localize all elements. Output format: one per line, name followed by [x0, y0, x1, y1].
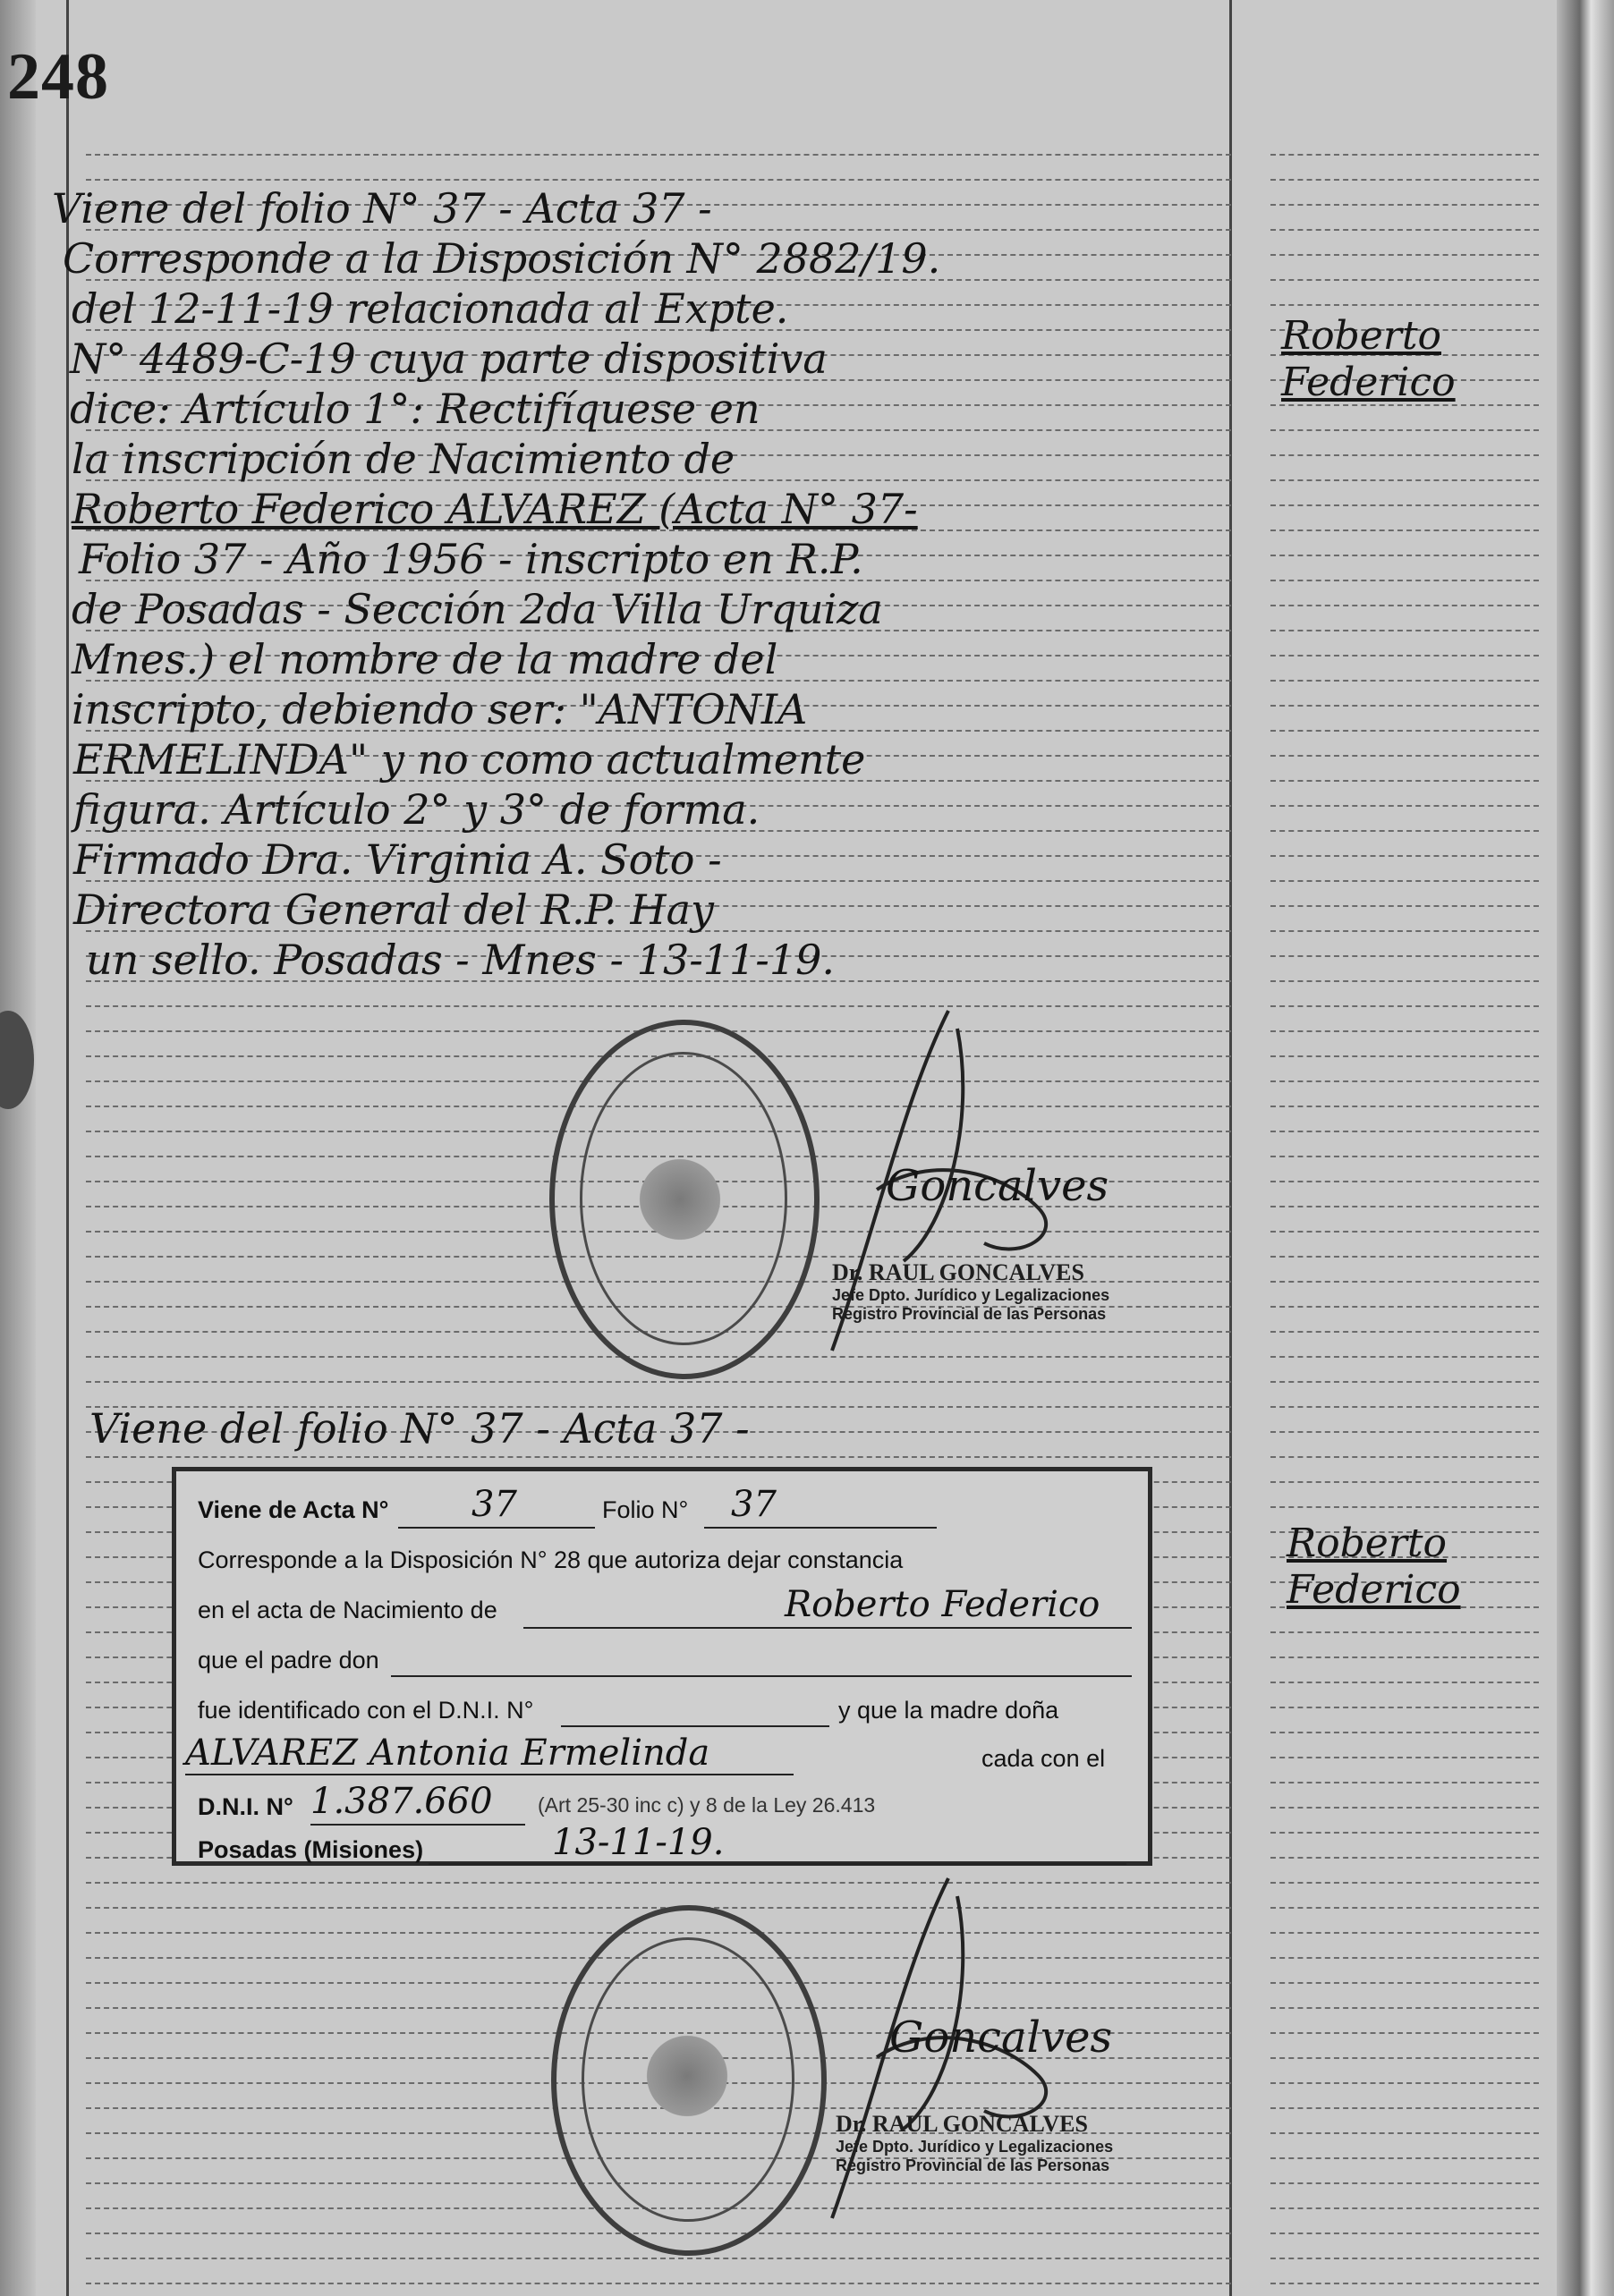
entry2-margin-name	[1287, 1521, 1461, 1614]
ruled-line	[1270, 2207, 1539, 2211]
ruled-line	[1270, 2182, 1539, 2186]
signer-office: Registro Provincial de las Personas	[836, 2156, 1110, 2174]
ruled-line	[1270, 605, 1539, 608]
ruled-line	[1270, 1381, 1539, 1385]
entry1-line: la inscripción de Nacimiento de	[72, 435, 735, 483]
form-legal-reference: (Art 25-30 inc c) y 8 de la Ley 26.413	[538, 1793, 876, 1817]
entry1-line: dice: Artículo 1°: Rectifíquese en	[70, 385, 760, 433]
ruled-line	[1270, 1732, 1539, 1735]
form-row-disposicion: Corresponde a la Disposición N° 28 que autoriza dejar constancia	[198, 1546, 904, 1573]
entry1-line: N° 4489-C-19 cuya parte dispositiva	[70, 335, 828, 383]
ruled-line	[1270, 755, 1539, 758]
form-underline	[398, 1527, 595, 1529]
ruled-line	[1270, 1306, 1539, 1309]
form-label-dni-madre: D.N.I. N°	[198, 1793, 293, 1820]
ruled-line	[1270, 1131, 1539, 1134]
form-label: Viene de Acta N°	[198, 1496, 389, 1523]
ruled-line	[86, 154, 1231, 157]
ruled-line	[1270, 2082, 1539, 2086]
form-underline	[561, 1725, 829, 1727]
coat-of-arms-emblem	[635, 1150, 725, 1249]
ruled-line	[1270, 1957, 1539, 1961]
ruled-line	[1270, 1106, 1539, 1109]
margin-second-name: Federico	[1287, 1567, 1461, 1613]
entry1-line: Mnes.) el nombre de la madre del	[72, 635, 778, 683]
ruled-line	[1270, 530, 1539, 533]
ruled-line	[1270, 780, 1539, 784]
ruled-line	[1270, 229, 1539, 233]
ruled-line	[1270, 1631, 1539, 1635]
entry1-margin-name	[1281, 313, 1456, 406]
ruled-line	[1270, 2232, 1539, 2236]
ruled-line	[1270, 2258, 1539, 2261]
ruled-line	[1270, 2057, 1539, 2061]
ruled-line	[1270, 1807, 1539, 1810]
margin-first-name: Roberto	[1287, 1521, 1448, 1566]
ruled-line	[1270, 1055, 1539, 1059]
form-label-padre: que el padre don	[198, 1647, 379, 1673]
form-underline	[185, 1774, 794, 1775]
ruled-line	[1270, 1231, 1539, 1234]
ruled-line	[1270, 2132, 1539, 2136]
signer-name: Dr. RAUL GONCALVES	[836, 2111, 1088, 2137]
ruled-line	[1270, 429, 1539, 433]
ruled-line	[1270, 1030, 1539, 1034]
page-number: 248	[7, 40, 109, 114]
entry1-line: Viene del folio N° 37 - Acta 37 -	[52, 184, 712, 233]
ruled-line	[1270, 1506, 1539, 1510]
ruled-line	[86, 1381, 1231, 1385]
form-underline	[391, 1675, 1132, 1677]
ruled-line	[1270, 1932, 1539, 1936]
margin-first-name: Roberto	[1281, 313, 1442, 359]
ruled-line	[1270, 2157, 1539, 2161]
entry1-line: un sello. Posadas - Mnes - 13-11-19.	[86, 936, 835, 984]
ruled-line	[1270, 1181, 1539, 1184]
form-row-acta	[198, 1496, 388, 1524]
ruled-line	[1270, 730, 1539, 733]
ruled-line	[1270, 630, 1539, 633]
ruled-line	[1270, 1331, 1539, 1334]
form-value-dni-madre: 1.387.660	[310, 1781, 493, 1822]
signer-name: Dr. RAUL GONCALVES	[832, 1259, 1084, 1285]
right-margin-rule	[1229, 0, 1232, 2296]
ruled-line	[1270, 855, 1539, 859]
form-value-acta: 37	[471, 1484, 517, 1525]
ruled-line	[86, 2283, 1231, 2286]
ruled-line	[1270, 2007, 1539, 2011]
book-spine	[1557, 0, 1614, 2296]
ruled-line	[1270, 1080, 1539, 1084]
form-label-lugar: Posadas (Misiones)	[198, 1836, 424, 1863]
margin-second-name: Federico	[1281, 360, 1456, 405]
ruled-line	[1270, 705, 1539, 708]
ruled-line	[1270, 1156, 1539, 1159]
ruled-line	[1270, 680, 1539, 683]
ruled-line	[1270, 1206, 1539, 1209]
ruled-line	[1270, 1707, 1539, 1710]
ruled-line	[1270, 454, 1539, 458]
ruled-line	[1270, 1782, 1539, 1785]
ruled-line	[1270, 1682, 1539, 1685]
ruled-line	[1270, 179, 1539, 182]
ruled-line	[86, 179, 1231, 182]
ruled-line	[1270, 1882, 1539, 1885]
ruled-line	[1270, 1281, 1539, 1284]
ruled-line	[86, 2258, 1231, 2261]
entry1-line: Folio 37 - Año 1956 - inscripto en R.P.	[79, 535, 863, 583]
ruled-line	[1270, 805, 1539, 809]
form-value-madre: ALVAREZ Antonia Ermelinda	[185, 1733, 710, 1774]
ruled-line	[1270, 504, 1539, 508]
ruled-line	[1270, 930, 1539, 934]
form-label-folio: Folio N°	[602, 1496, 689, 1523]
form-underline	[523, 1627, 1132, 1629]
ruled-line	[1270, 1456, 1539, 1460]
signature-block-2	[836, 2012, 1114, 2175]
coat-of-arms-emblem	[642, 2027, 732, 2125]
entry1-line: de Posadas - Sección 2da Villa Urquiza	[72, 585, 883, 633]
ruled-line	[1270, 1656, 1539, 1660]
ruled-line	[1270, 880, 1539, 884]
form-value-folio: 37	[731, 1484, 777, 1525]
page-edge-shadow	[0, 0, 36, 2296]
ruled-line	[1270, 1256, 1539, 1259]
ruled-line	[1270, 1406, 1539, 1410]
ruled-line	[1270, 254, 1539, 258]
ruled-line	[1270, 830, 1539, 834]
entry1-line: Firmado Dra. Virginia A. Soto -	[73, 835, 722, 884]
ruled-line	[1270, 304, 1539, 308]
left-margin-rule	[66, 0, 69, 2296]
signer-role: Jefe Dpto. Jurídico y Legalizaciones	[836, 2138, 1114, 2156]
ruled-line	[1270, 2283, 1539, 2286]
ruled-line	[1270, 1832, 1539, 1835]
entry1-line: Roberto Federico ALVAREZ (Acta N° 37-	[72, 485, 918, 533]
ruled-line	[1270, 580, 1539, 583]
ruled-line	[1270, 1982, 1539, 1986]
ruled-line	[1270, 980, 1539, 984]
form-underline	[310, 1824, 525, 1826]
ruled-line	[1270, 655, 1539, 658]
signer-office: Registro Provincial de las Personas	[832, 1305, 1107, 1323]
signature-script: Goncalves	[886, 1161, 1109, 1211]
form-row-lugar	[198, 1836, 423, 1864]
entry1-line: figura. Artículo 2° y 3° de forma.	[73, 785, 760, 834]
ruled-line	[1270, 1481, 1539, 1485]
ruled-line	[1270, 204, 1539, 208]
form-row-dni-madre	[198, 1793, 293, 1821]
form-label-dni-padre: fue identificado con el D.N.I. N°	[198, 1697, 534, 1724]
ruled-line	[1270, 154, 1539, 157]
ruled-line	[1270, 1857, 1539, 1860]
ruled-line	[1270, 1005, 1539, 1009]
ruled-line	[1270, 1431, 1539, 1435]
rubber-stamp-form	[172, 1467, 1152, 1866]
entry1-line: del 12-11-19 relacionada al Expte.	[72, 284, 789, 333]
signature-script: Goncalves	[889, 2012, 1113, 2063]
ruled-line	[1270, 1757, 1539, 1760]
entry1-line: Directora General del R.P. Hay	[73, 885, 715, 934]
ruled-line	[1270, 955, 1539, 959]
entry1-line: ERMELINDA" y no como actualmente	[73, 735, 866, 784]
ruled-line	[1270, 1356, 1539, 1360]
form-value-nombre: Roberto Federico	[785, 1584, 1100, 1625]
ruled-line	[1270, 279, 1539, 283]
ruled-line	[1270, 2107, 1539, 2111]
ruled-line	[1270, 479, 1539, 483]
ruled-line	[1270, 555, 1539, 558]
entry2-heading: Viene del folio N° 37 - Acta 37 -	[89, 1404, 750, 1453]
ruled-line	[86, 1456, 1231, 1460]
form-value-fecha: 13-11-19.	[552, 1822, 725, 1863]
signature-block-1	[832, 1161, 1110, 1324]
ruled-line	[1270, 1907, 1539, 1911]
entry1-line: Corresponde a la Disposición N° 2882/19.	[63, 234, 941, 283]
signer-role: Jefe Dpto. Jurídico y Legalizaciones	[832, 1286, 1110, 1304]
form-label-acta-nacimiento: en el acta de Nacimiento de	[198, 1597, 497, 1623]
form-label-identificada: cada con el	[981, 1745, 1106, 1772]
form-label-madre: y que la madre doña	[838, 1697, 1059, 1724]
entry1-line: inscripto, debiendo ser: "ANTONIA	[72, 685, 808, 733]
ruled-line	[1270, 2032, 1539, 2036]
form-underline	[704, 1527, 937, 1529]
ruled-line	[1270, 905, 1539, 909]
